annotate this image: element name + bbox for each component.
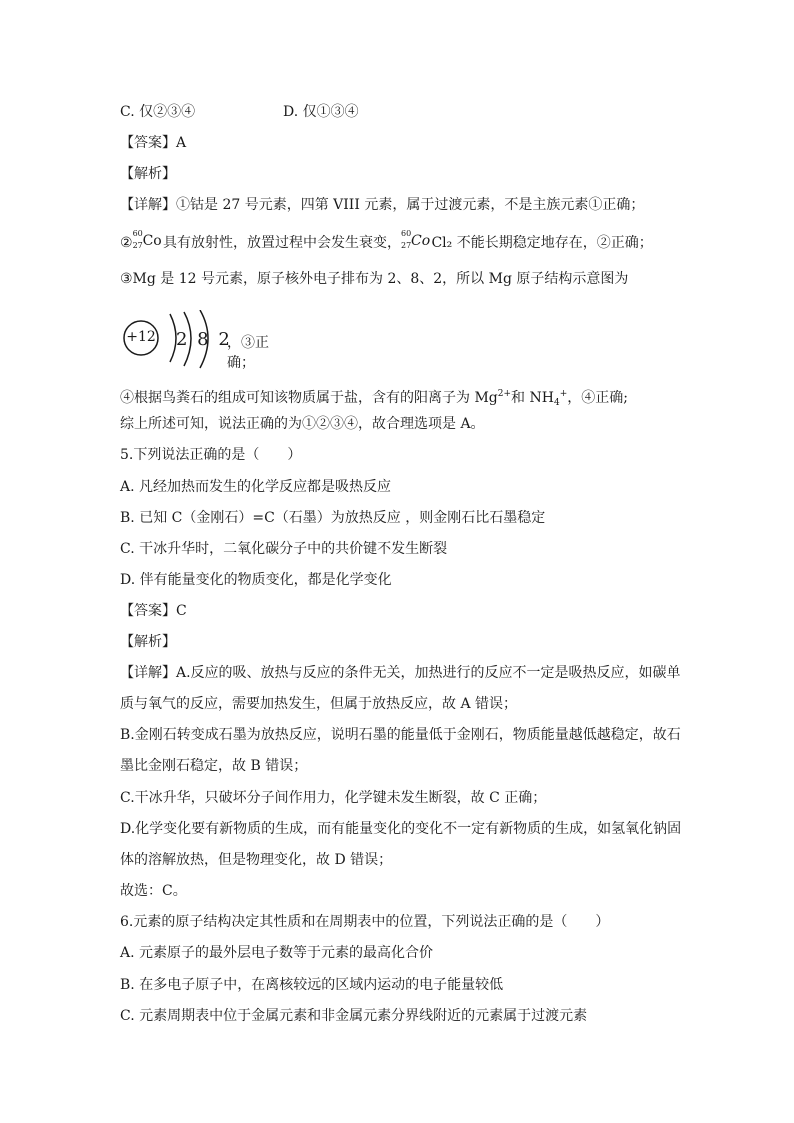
detail-4-line-4-mid: 和 NH — [511, 390, 554, 406]
element-symbol: Co — [142, 233, 162, 249]
mg-atom-diagram — [118, 310, 278, 370]
circled-2: ② — [120, 235, 133, 251]
question-5: 5.下列说法正确的是（ ） — [120, 447, 302, 463]
question-6-option-b: B. 在多电子原子中，在离核较远的区域内运动的电子能量较低 — [120, 977, 504, 993]
answer-4: 【答案】A — [120, 135, 187, 151]
option-c — [120, 103, 359, 121]
analysis-5-heading: 【解析】 — [120, 634, 176, 650]
atomic-number: 27 — [132, 241, 143, 250]
detail-5-d-line-2: 体的溶解放热，但是物理变化，故 D 错误； — [120, 852, 393, 868]
detail-5-a-line-2: 质与氧气的反应，需要加热发生，但属于放热反应，故 A 错误； — [120, 696, 518, 712]
detail-4-line-3: ③Mg 是 12 号元素，原子核外电子排布为 2、8、2，所以 Mg 原子结构示意图为 — [120, 271, 629, 287]
detail-5-d-line-1: D.化学变化要有新物质的生成，而有能量变化的变化不一定有新物质的生成，如氢氧化钠固 — [120, 821, 682, 837]
nh4-charge: + — [559, 389, 568, 399]
atomic-number: 27 — [401, 241, 412, 250]
detail-4-line-4-tail: ，④正确; — [567, 390, 628, 406]
mass-number: 60 — [401, 229, 412, 238]
detail-4-line-4-pre: ④根据鸟粪石的组成可知该物质属于盐，含有的阳离子为 Mg — [120, 390, 498, 406]
question-6-option-a: A. 元素原子的最外层电子数等于元素的最高化合价 — [120, 945, 434, 961]
nucleus-charge: +12 — [126, 329, 156, 345]
question-6: 6.元素的原子结构决定其性质和在周期表中的位置，下列说法正确的是（ ） — [120, 914, 610, 930]
question-5-option-b: B. 已知 C（金刚石）=C（石墨）为放热反应 ，则金刚石比石墨稳定 — [120, 510, 546, 526]
isotope-co60-italic — [401, 229, 431, 250]
detail-4-line-2 — [120, 229, 653, 252]
detail-4-line-4 — [120, 385, 628, 412]
option-d-text: D. 仅①③④ — [283, 104, 359, 120]
answer-5: 【答案】C — [120, 603, 187, 619]
mass-number: 60 — [132, 229, 143, 238]
option-c-text: C. 仅②③④ — [120, 104, 196, 120]
detail-5-b-line-1: B.金刚石转变成石墨为放热反应，说明石墨的能量低于金刚石，物质能量越低越稳定，故石 — [120, 727, 681, 743]
isotope-co60 — [132, 229, 162, 250]
detail-5-a-line-1: 【详解】A.反应的吸、放热与反应的条件无关，加热进行的反应不一定是吸热反应，如碳单 — [120, 665, 681, 681]
atom-tail-text: ，③正确； — [227, 335, 269, 371]
analysis-4-heading: 【解析】 — [120, 166, 176, 182]
nh4-subscript: 4 — [553, 398, 560, 408]
electron-shells: 2 8 2 — [176, 329, 232, 350]
detail-4-line-2-tail: Cl₂ 不能长期稳定地存在，②正确； — [427, 235, 653, 251]
mg-charge: 2+ — [497, 389, 512, 399]
question-5-option-d: D. 伴有能量变化的物质变化，都是化学变化 — [120, 572, 392, 588]
choice-5: 故选：C。 — [120, 883, 187, 899]
detail-4-line-2-mid: 具有放射性，放置过程中会发生衰变， — [158, 235, 402, 251]
question-5-option-c: C. 干冰升华时，二氧化碳分子中的共价键不发生断裂 — [120, 541, 448, 557]
question-6-option-c: C. 元素周期表中位于金属元素和非金属元素分界线附近的元素属于过渡元素 — [120, 1008, 588, 1024]
detail-5-c: C.干冰升华，只破坏分子间作用力，化学键未发生断裂，故 C 正确； — [120, 790, 547, 806]
question-5-option-a: A. 凡经加热而发生的化学反应都是吸热反应 — [120, 479, 392, 495]
detail-5-b-line-2: 墨比金刚石稳定，故 B 错误； — [120, 758, 308, 774]
detail-4-line-1: 【详解】①钴是 27 号元素，四第 VIII 元素，属于过渡元素，不是主族元素①正确； — [120, 197, 645, 213]
element-symbol: Co — [411, 233, 431, 249]
summary-4: 综上所述可知，说法正确的为①②③④，故合理选项是 A。 — [120, 416, 485, 432]
